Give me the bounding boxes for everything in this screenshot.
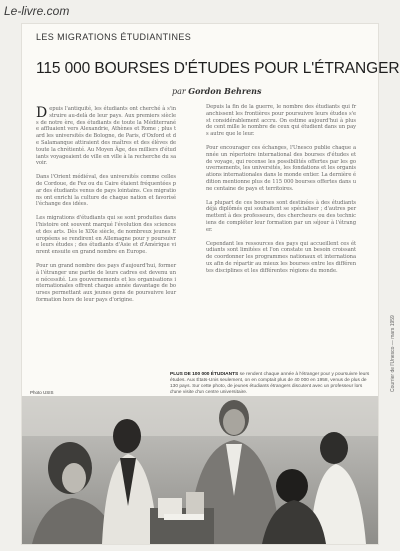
paragraph: Depuis la fin de la guerre, le nombre des étudiants qui franchissent les frontières pour poursuivre leurs études s'est considérablement accru. On estime aujourd'hui à plus de cent mille le nombre de ceux qui étudient dans un pays autre que le leur. — [206, 104, 356, 138]
byline — [172, 86, 261, 96]
photo-caption — [170, 372, 370, 396]
article-headline: 115 000 BOURSES D'ÉTUDES POUR L'ÉTRANGER — [36, 60, 400, 77]
left-column — [36, 106, 176, 311]
section-kicker: LES MIGRATIONS ÉTUDIANTINES — [36, 32, 192, 42]
right-column — [206, 104, 356, 282]
paragraph: Dans l'Orient médiéval, des universités comme celles de Cordoue, de Fez ou du Caire étaient fréquentées par des étudiants venus de pays lointains. Ces migrations ont enrichi la culture de chaque nation et favorisé l'échange des idées. — [36, 174, 176, 208]
dropcap: D — [36, 105, 48, 121]
byline-prefix: par — [172, 87, 186, 96]
photo-credit: Photo USIS — [30, 390, 54, 395]
paragraph: Les migrations d'étudiants qui se sont produites dans l'histoire ont souvent marqué l'évolution des sciences et des arts. Dès le XIXe siècle, de nombreux jeunes Européens se rendirent en Allemagne pour y poursuivre leurs études ; des étudiants d'Asie et d'Amérique vinrent ensuite en grand nombre en Europe. — [36, 215, 176, 256]
paragraph: Cependant les ressources des pays qui accueillent ces étudiants sont limitées et l'on constate un besoin croissant de coordonner les programmes nationaux et internationaux afin de répartir au mieux les bourses entre les différentes disciplines et les différentes régions du monde. — [206, 240, 356, 274]
byline-author: Gordon Behrens — [188, 86, 262, 96]
paragraph: Pour un grand nombre des pays d'aujourd'hui, former à l'étranger une partie de leurs cadres est devenu une nécessité. Les gouvernements et les organisations internationales offrent chaque année davantage de bourses permettant aux jeunes gens de poursuivre leur formation hors de leur pays d'origine. — [36, 262, 176, 303]
paragraph-text: epuis l'antiquité, les étudiants ont cherché à s'instruire au-delà de leur pays. Aux premiers siècles de notre ère, des étudiants de toute la Méditerranée affluaient vers Alexandrie, Athènes et Rome ; plus tard les universités de Bologne, de Paris, d'Oxford et de Salamanque attiraient des maîtres et des élèves de toute la chrétienté. Au Moyen Âge, des milliers d'étudiants voyageaient de ville en ville à la recherche du savoir. — [36, 106, 176, 167]
paragraph: La plupart de ces bourses sont destinées à des étudiants déjà diplômés qui souhaitent se spécialiser ; d'autres permettent à des professeurs, des chercheurs ou des techniciens de compléter leur formation par un séjour à l'étranger. — [206, 199, 356, 233]
caption-lead: PLUS DE 100 000 ÉTUDIANTS — [170, 372, 239, 377]
paragraph: Pour encourager ces échanges, l'Unesco publie chaque année un répertoire international des bourses d'études et de voyage, qui recense les possibilités offertes par les gouvernements, les universités, les fondations et les organisations internationales dans le monde entier. La dernière édition mentionne plus de 115 000 bourses offertes dans une centaine de pays et territoires. — [206, 144, 356, 192]
photo-illustration — [22, 396, 378, 544]
caption-body: se rendent chaque année à l'étranger pour y poursuivre leurs études. Aux États-Unis seulement, on en comptait plus de 40 000 en 1958, venus de plus de 130 pays. Sur cette photo, de jeunes étudiants étrangers discutent avec un professeur lors d'une visite d'un centre universitaire. — [170, 372, 370, 395]
article-photo — [22, 396, 378, 544]
paragraph — [36, 106, 176, 167]
watermark-logo: Le-livre.com — [4, 4, 70, 18]
side-credit: Courrier de l'Unesco — mars 1959 — [390, 315, 396, 392]
